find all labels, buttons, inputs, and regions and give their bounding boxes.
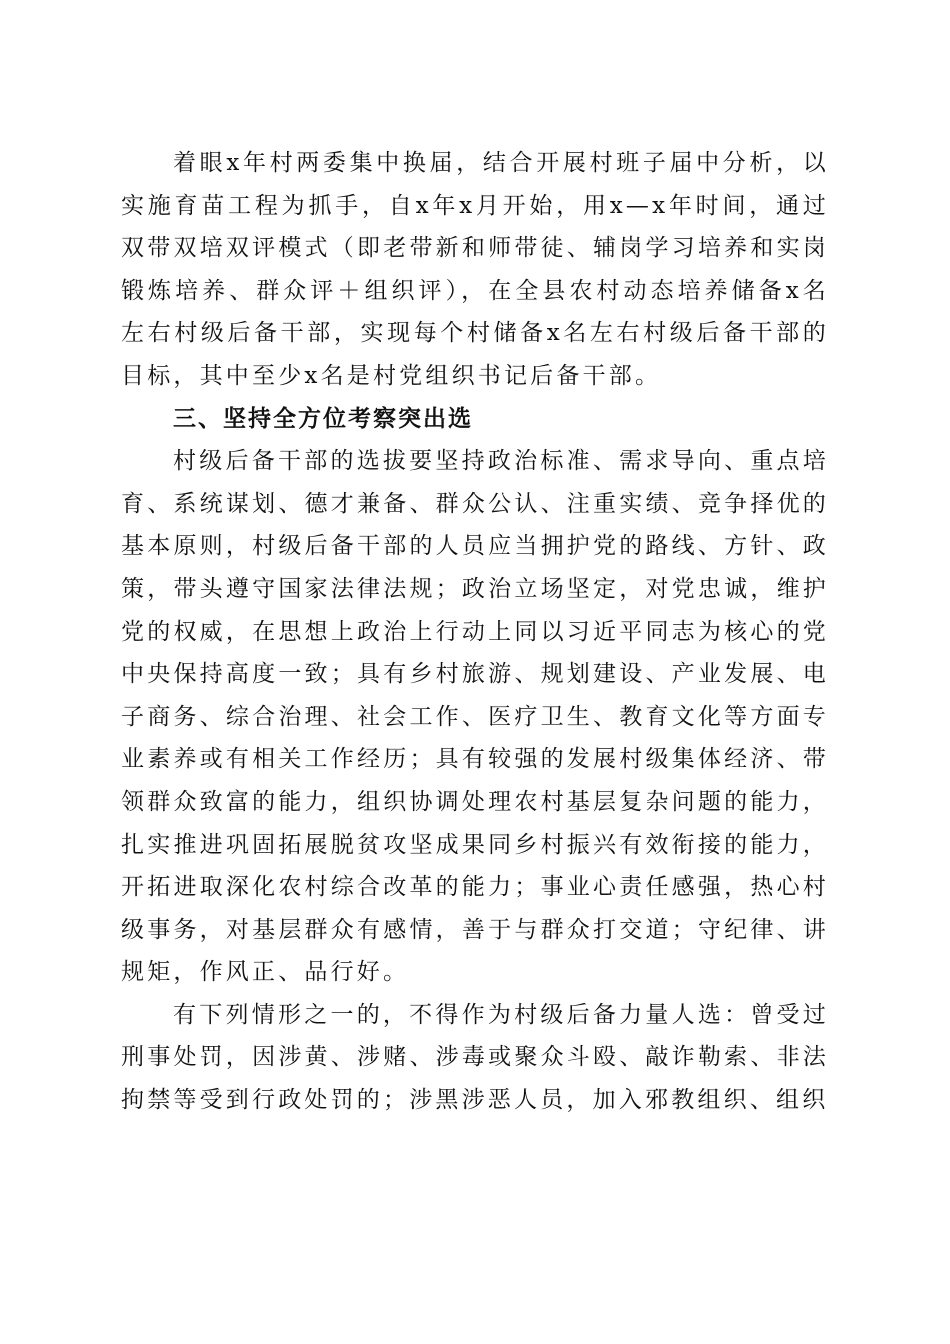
paragraph-selection-criteria: 村级后备干部的选拔要坚持政治标准、需求导向、重点培育、系统谋划、德才兼备、群众公认、注重实绩、竞争择优的基本原则，村级后备干部的人员应当拥护党的路线、方针、政策，带头遵守国家法律法规；政治立场坚定，对党忠诚，维护党的权威，在思想上政治上行动上同以习近平同志为核心的党中央保持高度一致；具有乡村旅游、规划建设、产业发展、电子商务、综合治理、社会工作、医疗卫生、教育文化等方面专业素养或有相关工作经历；具有较强的发展村级集体经济、带领群众致富的能力，组织协调处理农村基层复杂问题的能力，扎实推进巩固拓展脱贫攻坚成果同乡村振兴有效衔接的能力，开拓进取深化农村综合改革的能力；事业心责任感强，热心村级事务，对基层群众有感情，善于与群众打交道；守纪律、讲规矩，作风正、品行好。: [121, 448, 829, 986]
paragraph-training-goal: 着眼x年村两委集中换届，结合开展村班子届中分析，以实施育苗工程为抓手，自x年x月开始，用x—x年时间，通过双带双培双评模式（即老带新和师带徒、辅岗学习培养和实岗锻炼培养、群众评＋组织评），在全县农村动态培养储备x名左右村级后备干部，实现每个村储备x名左右村级后备干部的目标，其中至少x名是村党组织书记后备干部。: [121, 150, 829, 389]
document-body: [121, 142, 829, 1122]
paragraph-exclusion-conditions: 有下列情形之一的，不得作为村级后备力量人选：曾受过刑事处罚，因涉黄、涉赌、涉毒或聚众斗殴、敲诈勒索、非法拘禁等受到行政处罚的；涉黑涉恶人员，加入邪教组织、组织: [121, 1001, 829, 1114]
section-heading-3: 三、坚持全方位考察突出选: [173, 405, 473, 432]
